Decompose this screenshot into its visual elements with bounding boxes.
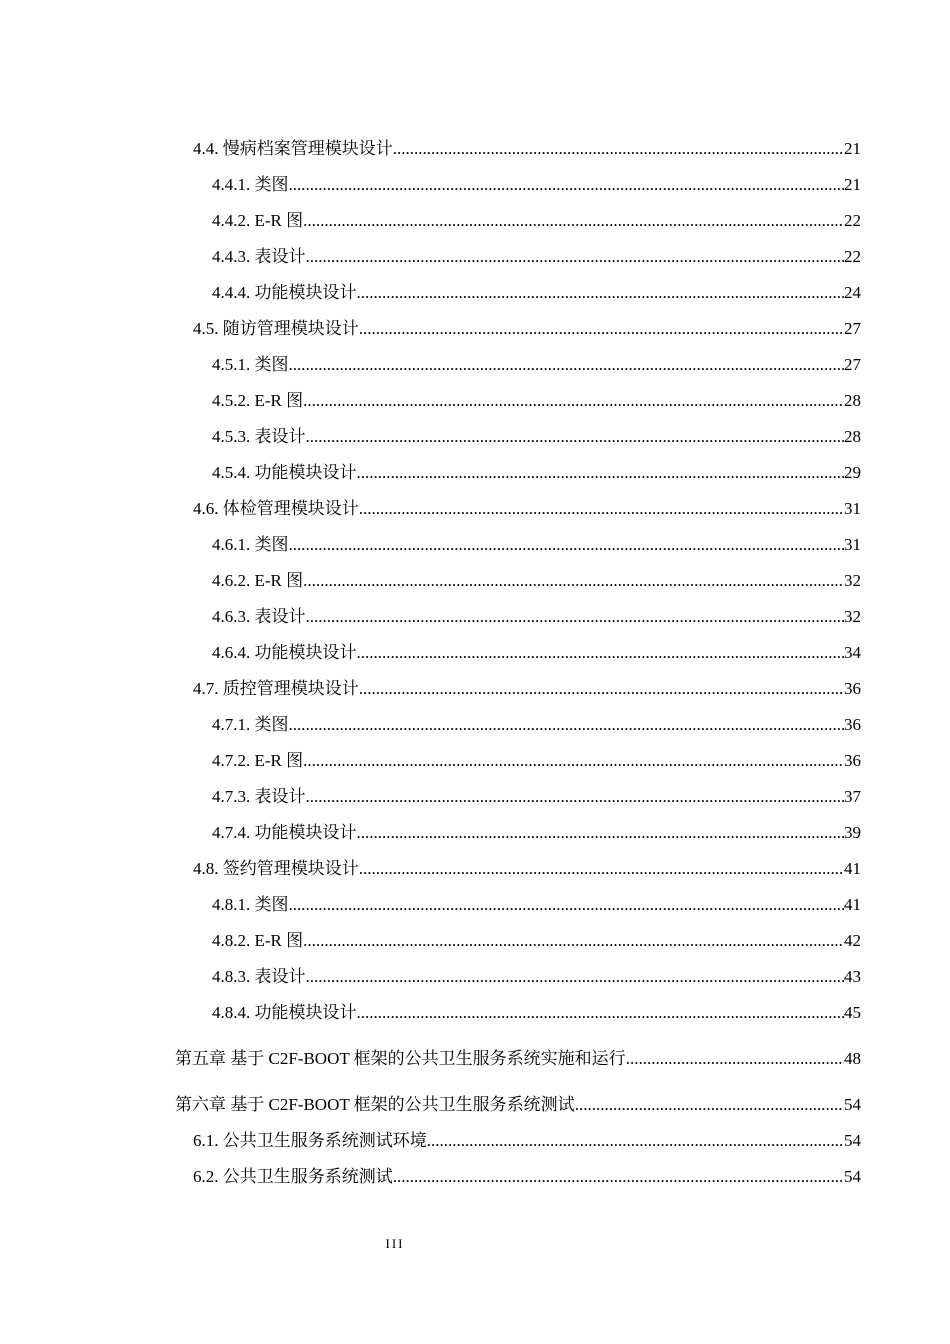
toc-entry-page: 27 — [844, 319, 861, 338]
toc-leader-dots — [359, 311, 844, 347]
toc-entry-page: 37 — [844, 787, 861, 806]
toc-entry-title: 第五章 基于 C2F-BOOT 框架的公共卫生服务系统实施和运行 — [175, 1049, 626, 1068]
toc-entry[interactable] — [212, 887, 861, 923]
toc-entry[interactable] — [193, 851, 861, 887]
toc-entry-page: 28 — [844, 427, 861, 446]
toc-entry-page: 54 — [844, 1167, 861, 1186]
toc-entry-page: 29 — [844, 463, 861, 482]
toc-leader-dots — [357, 275, 845, 311]
toc-leader-dots — [359, 671, 844, 707]
toc-entry[interactable] — [212, 239, 861, 275]
toc-entry[interactable] — [175, 1087, 861, 1123]
toc-entry-title: 4.4.3. 表设计 — [212, 247, 306, 266]
page-number: III — [385, 1236, 405, 1251]
toc-entry-page: 54 — [844, 1095, 861, 1114]
toc-entry-title: 6.2. 公共卫生服务系统测试 — [193, 1167, 393, 1186]
toc-leader-dots — [393, 1159, 844, 1195]
toc-entry-title: 4.6.4. 功能模块设计 — [212, 643, 357, 662]
toc-entry-title: 4.7.3. 表设计 — [212, 787, 306, 806]
toc-entry-page: 21 — [844, 175, 861, 194]
toc-entry-title: 6.1. 公共卫生服务系统测试环境 — [193, 1131, 427, 1150]
toc-entry[interactable] — [175, 1041, 861, 1077]
toc-entry-page: 36 — [844, 715, 861, 734]
toc-entry[interactable] — [212, 167, 861, 203]
toc-entry-title: 第六章 基于 C2F-BOOT 框架的公共卫生服务系统测试 — [175, 1095, 575, 1114]
toc-entry-title: 4.6.3. 表设计 — [212, 607, 306, 626]
toc-entry-title: 4.5.2. E-R 图 — [212, 391, 304, 410]
toc-entry-page: 31 — [844, 535, 861, 554]
toc-leader-dots — [575, 1087, 844, 1123]
toc-entry-page: 32 — [844, 607, 861, 626]
toc-leader-dots — [303, 383, 844, 419]
toc-entry[interactable] — [212, 455, 861, 491]
toc-entry[interactable] — [212, 959, 861, 995]
toc-leader-dots — [306, 419, 845, 455]
toc-entry-title: 4.6.2. E-R 图 — [212, 571, 304, 590]
toc-entry[interactable] — [212, 275, 861, 311]
toc-entry[interactable] — [212, 779, 861, 815]
toc-leader-dots — [359, 851, 844, 887]
toc-entry-title: 4.4. 慢病档案管理模块设计 — [193, 139, 393, 158]
toc-entry-page: 34 — [844, 643, 861, 662]
toc-entry-title: 4.5.1. 类图 — [212, 355, 289, 374]
toc-entry[interactable] — [193, 311, 861, 347]
toc-leader-dots — [306, 239, 845, 275]
toc-entry-page: 22 — [844, 211, 861, 230]
toc-entry[interactable] — [212, 527, 861, 563]
toc-leader-dots — [289, 167, 845, 203]
toc-entry-page: 32 — [844, 571, 861, 590]
toc-entry[interactable] — [193, 131, 861, 167]
toc-entry-page: 41 — [844, 859, 861, 878]
toc-leader-dots — [289, 707, 845, 743]
toc-entry[interactable] — [212, 419, 861, 455]
toc-entry-title: 4.7.1. 类图 — [212, 715, 289, 734]
toc-entry-page: 31 — [844, 499, 861, 518]
toc-leader-dots — [289, 887, 845, 923]
toc-leader-dots — [357, 995, 845, 1031]
toc-entry-title: 4.8.3. 表设计 — [212, 967, 306, 986]
toc-leader-dots — [306, 959, 845, 995]
toc-leader-dots — [393, 131, 844, 167]
toc-entry[interactable] — [193, 1123, 861, 1159]
toc-leader-dots — [303, 743, 844, 779]
toc-entry[interactable] — [212, 743, 861, 779]
toc-entry[interactable] — [212, 635, 861, 671]
toc-entry[interactable] — [212, 599, 861, 635]
toc-leader-dots — [357, 455, 845, 491]
toc-entry-page: 22 — [844, 247, 861, 266]
toc-entry[interactable] — [212, 995, 861, 1031]
toc-entry[interactable] — [212, 815, 861, 851]
toc-entry-title: 4.5.3. 表设计 — [212, 427, 306, 446]
toc-leader-dots — [359, 491, 844, 527]
toc-entry[interactable] — [212, 203, 861, 239]
toc-entry-title: 4.5.4. 功能模块设计 — [212, 463, 357, 482]
toc-entry[interactable] — [212, 347, 861, 383]
toc-entry-title: 4.5. 随访管理模块设计 — [193, 319, 359, 338]
toc-entry-page: 27 — [844, 355, 861, 374]
toc-entry-page: 54 — [844, 1131, 861, 1150]
toc-entry-title: 4.7.4. 功能模块设计 — [212, 823, 357, 842]
toc-leader-dots — [427, 1123, 844, 1159]
toc-entry-page: 36 — [844, 679, 861, 698]
toc-entry[interactable] — [212, 563, 861, 599]
toc-entry-title: 4.4.4. 功能模块设计 — [212, 283, 357, 302]
toc-entry-page: 24 — [844, 283, 861, 302]
toc-entry[interactable] — [212, 707, 861, 743]
toc-leader-dots — [357, 635, 845, 671]
toc-entry[interactable] — [193, 671, 861, 707]
toc-entry-page: 43 — [844, 967, 861, 986]
toc-entry-page: 28 — [844, 391, 861, 410]
toc-entry-title: 4.8.2. E-R 图 — [212, 931, 304, 950]
toc-leader-dots — [306, 779, 845, 815]
toc-entry[interactable] — [212, 923, 861, 959]
toc-entry-page: 41 — [844, 895, 861, 914]
toc-entry-page: 36 — [844, 751, 861, 770]
toc-entry-page: 45 — [844, 1003, 861, 1022]
toc-leader-dots — [626, 1041, 844, 1077]
toc-entry[interactable] — [193, 491, 861, 527]
toc-entry-title: 4.7.2. E-R 图 — [212, 751, 304, 770]
toc-leader-dots — [289, 347, 845, 383]
toc-entry-title: 4.6.1. 类图 — [212, 535, 289, 554]
toc-leader-dots — [306, 599, 845, 635]
page-footer — [0, 1236, 950, 1252]
toc-entry-title: 4.8.4. 功能模块设计 — [212, 1003, 357, 1022]
toc-entry[interactable] — [212, 383, 861, 419]
toc-entry-title: 4.7. 质控管理模块设计 — [193, 679, 359, 698]
toc-entry-page: 39 — [844, 823, 861, 842]
toc-entry[interactable] — [193, 1159, 861, 1195]
toc-leader-dots — [303, 203, 844, 239]
toc-leader-dots — [289, 527, 845, 563]
toc-leader-dots — [303, 563, 844, 599]
toc-entry-title: 4.8.1. 类图 — [212, 895, 289, 914]
toc-leader-dots — [303, 923, 844, 959]
toc-entry-title: 4.8. 签约管理模块设计 — [193, 859, 359, 878]
toc-entry-page: 48 — [844, 1049, 861, 1068]
toc-entry-title: 4.4.2. E-R 图 — [212, 211, 304, 230]
toc-entry-title: 4.4.1. 类图 — [212, 175, 289, 194]
toc-entry-page: 42 — [844, 931, 861, 950]
toc-leader-dots — [357, 815, 845, 851]
toc-entry-title: 4.6. 体检管理模块设计 — [193, 499, 359, 518]
toc-entry-page: 21 — [844, 139, 861, 158]
